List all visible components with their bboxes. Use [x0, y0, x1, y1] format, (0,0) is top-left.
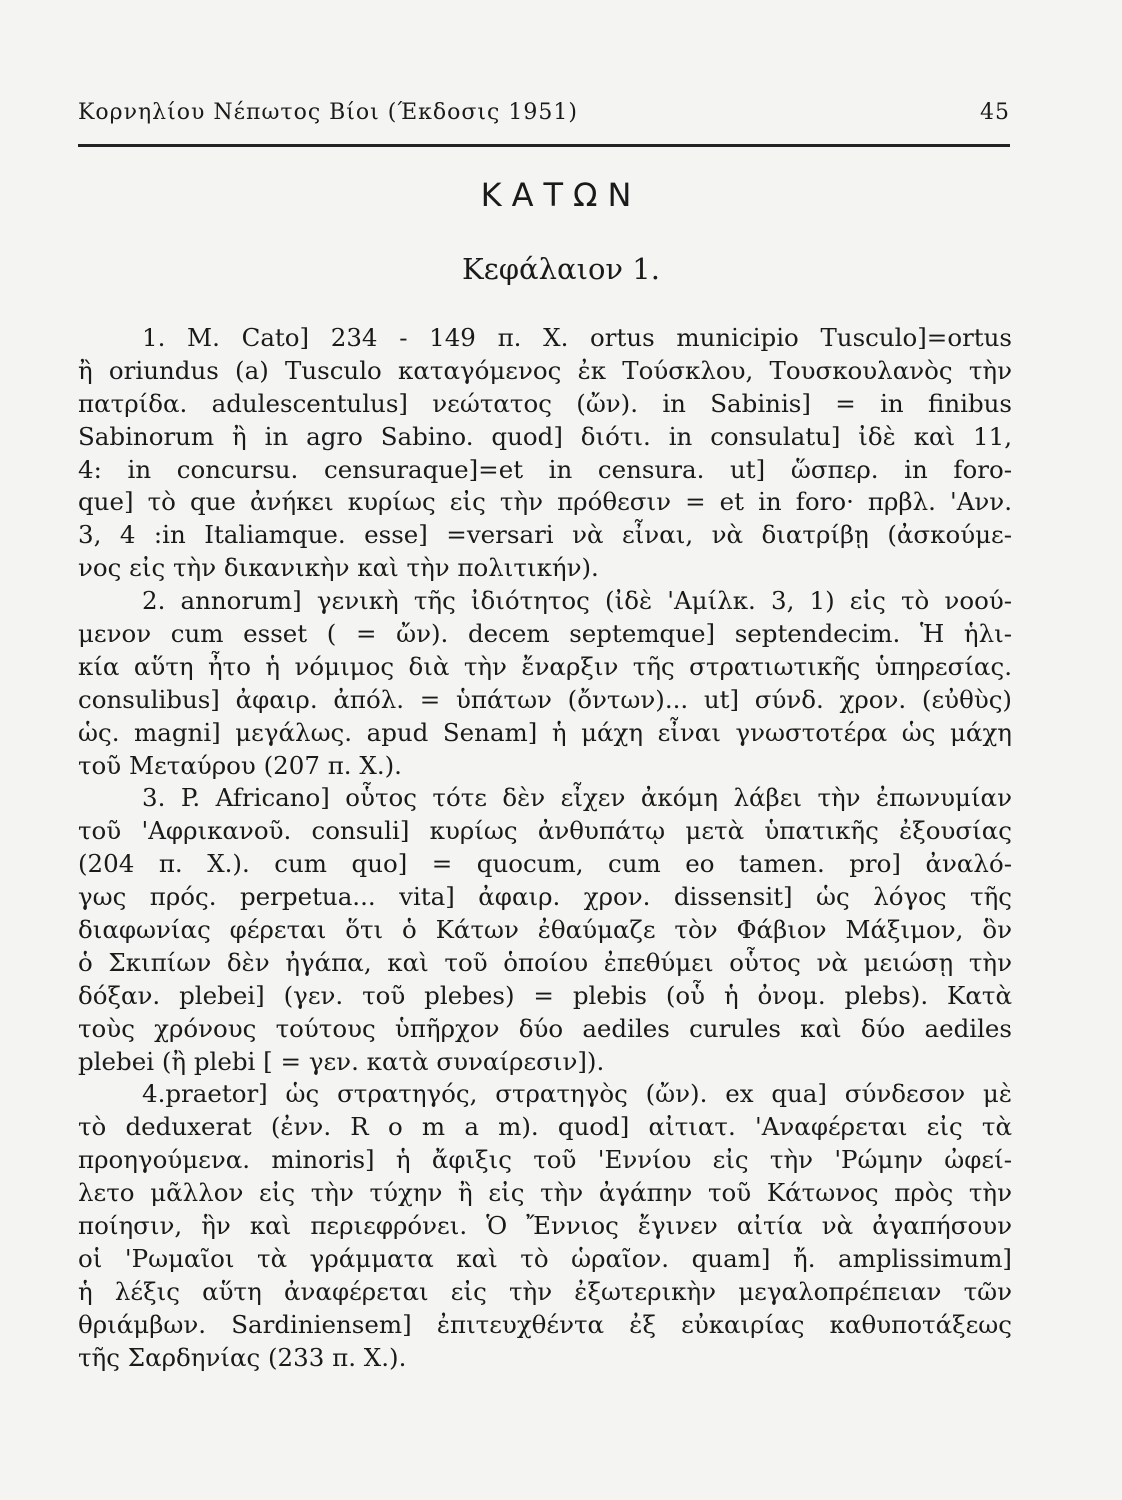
text-line: νος εἰς τὴν δικανικὴν καὶ τὴν πολιτικήν).	[78, 553, 599, 583]
text-line: οἱ 'Ρωμαῖοι τὰ γράμματα καὶ τὸ ὡραῖον. quam] ἤ. amplissimum]	[78, 1243, 1012, 1273]
text-line: ποίησιν, ἣν καὶ περιεφρόνει. Ὁ Ἔννιος ἔγινεν αἰτία νὰ ἀγαπήσουν	[78, 1211, 1012, 1241]
text-line: τοῦ Μεταύρου (207 π. X.).	[78, 750, 402, 780]
running-title: Κορνηλίου Νέπωτος Βίοι (Έκδοσις 1951)	[78, 100, 578, 125]
text-line: προηγούμενα. minoris] ἡ ἄφιξις τοῦ 'Εννίου εἰς τὴν 'Ρώμην ὠφεί-	[78, 1145, 1012, 1175]
text-line: διαφωνίας φέρεται ὅτι ὁ Κάτων ἐθαύμαζε τὸν Φάβιον Μάξιμον, ὃν	[78, 915, 1012, 945]
text-line: 1. M. Cato] 234 - 149 π. X. ortus municipio Tusculo]=ortus	[142, 323, 1012, 352]
text-line: μενον cum esset ( = ὤν). decem septemque] septendecim. Ἡ ἡλι-	[78, 619, 1012, 649]
text-line: γως πρός. perpetua... vita] ἀφαιρ. χρον. dissensit] ὡς λόγος τῆς	[78, 882, 1012, 912]
text-line: Sabinorum ἢ in agro Sabino. quod] διότι. in consulatu] ἰδὲ καὶ 11,	[78, 421, 1012, 451]
text-line: ἡ λέξις αὕτη ἀναφέρεται εἰς τὴν ἐξωτερικὴν μεγαλοπρέπειαν τῶν	[78, 1276, 1012, 1306]
header-rule	[78, 144, 1010, 147]
text-line: τοῦ 'Αφρικανοῦ. consuli] κυρίως ἀνθυπάτῳ μετὰ ὑπατικῆς ἐξουσίας	[78, 816, 1012, 846]
page-title: ΚΑΤΩΝ	[480, 176, 642, 214]
text-line: θριάμβων. Sardiniensem] ἐπιτευχθέντα ἐξ εὐκαιρίας καθυποτάξεως	[78, 1309, 1012, 1339]
chapter-heading: Κεφάλαιον 1.	[462, 252, 660, 286]
text-line: τὸ deduxerat (ἐνν. R o m a m). quod] αἰτιατ. 'Αναφέρεται εἰς τὰ	[78, 1112, 1012, 1142]
text-line: δόξαν. plebei] (γεν. τοῦ plebes) = plebis (οὗ ἡ ὀνομ. plebs). Κατὰ	[78, 980, 1012, 1010]
text-line: 4.praetor] ὡς στρατηγός, στρατηγὸς (ὤν). ex qua] σύνδεσον μὲ	[142, 1079, 1012, 1109]
text-line: 3, 4 :in Italiamque. esse] =versari νὰ εἶναι, νὰ διατρίβῃ (ἀσκούμε-	[78, 520, 1012, 550]
text-line: ἢ oriundus (a) Tusculo καταγόμενος ἐκ Τούσκλου, Τουσκουλανὸς τὴν	[78, 355, 1012, 385]
text-line: 3. P. Africano] οὗτος τότε δὲν εἶχεν ἀκόμη λάβει τὴν ἐπωνυμίαν	[142, 783, 1012, 813]
text-line: 2. annorum] γενικὴ τῆς ἰδιότητος (ἰδὲ 'Αμίλκ. 3, 1) εἰς τὸ νοού-	[142, 586, 1012, 616]
commentary-text	[78, 322, 1012, 1375]
text-line: τῆς Σαρδηνίας (233 π. X.).	[78, 1342, 407, 1372]
text-line: ὁ Σκιπίων δὲν ἠγάπα, καὶ τοῦ ὁποίου ἐπεθύμει οὗτος νὰ μειώσῃ τὴν	[78, 947, 1012, 977]
text-line: 4: in concursu. censuraque]=et in censura. ut] ὥσπερ. in foro-	[78, 454, 1012, 484]
page-number: 45	[980, 100, 1010, 125]
text-line: ὡς. magni] μεγάλως. apud Senam] ἡ μάχη εἶναι γνωστοτέρα ὡς μάχη	[78, 717, 1012, 747]
text-line: τοὺς χρόνους τούτους ὑπῆρχον δύο aediles curules καὶ δύο aediles	[78, 1013, 1012, 1043]
text-line: λετο μᾶλλον εἰς τὴν τύχην ἢ εἰς τὴν ἀγάπην τοῦ Κάτωνος πρὸς τὴν	[78, 1178, 1012, 1208]
running-head	[78, 100, 1010, 125]
text-line: (204 π. X.). cum quo] = quocum, cum eo tamen. pro] ἀναλό-	[78, 849, 1012, 879]
text-line: consulibus] ἀφαιρ. ἀπόλ. = ὑπάτων (ὄντων)... ut] σύνδ. χρον. (εὐθὺς)	[78, 684, 1012, 714]
text-line: κία αὕτη ἦτο ἡ νόμιμος διὰ τὴν ἔναρξιν τῆς στρατιωτικῆς ὑπηρεσίας.	[78, 651, 1012, 681]
text-line: plebei (ἢ plebi [ = γεν. κατὰ συναίρεσιν]).	[78, 1046, 605, 1076]
text-line: πατρίδα. adulescentulus] νεώτατος (ὤν). in Sabinis] = in finibus	[78, 388, 1012, 418]
text-line: que] τὸ que ἀνήκει κυρίως εἰς τὴν πρόθεσιν = et in foro· πρβλ. 'Ανν.	[78, 487, 1012, 517]
